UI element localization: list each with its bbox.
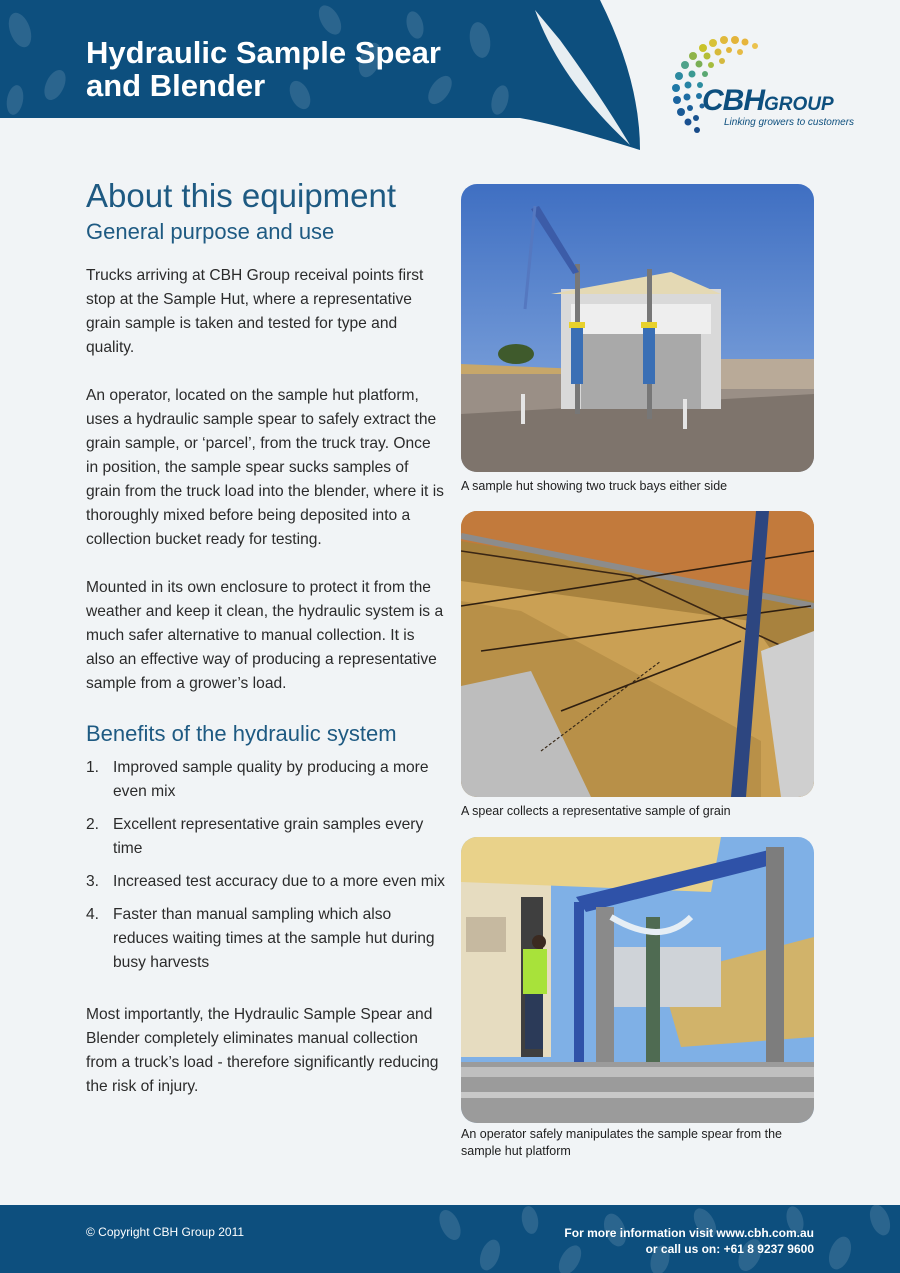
about-heading: About this equipment [86, 177, 397, 214]
benefit-text: Excellent representative grain samples every time [113, 816, 424, 857]
contact-info [564, 1225, 814, 1257]
benefit-number: 3. [86, 873, 100, 890]
title-line-1: Hydraulic Sample Spear [86, 35, 441, 70]
benefit-item [86, 870, 446, 894]
closing-paragraph: Most importantly, the Hydraulic Sample Spear and Blender completely eliminates manual collection from a truck’s load - therefore significantly reducing the risk of injury. [86, 1006, 439, 1095]
logo-brand: CBH [702, 84, 764, 117]
about-paragraph-1: Trucks arriving at CBH Group receival points first stop at the Sample Hut, where a representative grain sample is taken and tested for type and quality. [86, 267, 424, 356]
photo-operator [461, 837, 814, 1123]
document-title [86, 36, 506, 102]
title-line-2: and Blender [86, 68, 266, 103]
about-paragraph-3: Mounted in its own enclosure to protect it from the weather and keep it clean, the hydraulic system is a much safer alternative to manual collection. It is also an effective way of producing a representative sample from a grower’s load. [86, 579, 444, 692]
copyright-text: © Copyright CBH Group 2011 [86, 1225, 245, 1239]
contact-phone: or call us on: +61 8 9237 9600 [645, 1242, 814, 1256]
benefit-text: Improved sample quality by producing a more even mix [113, 759, 429, 800]
benefit-item [86, 756, 446, 804]
benefit-item [86, 813, 446, 861]
photo-sample-hut [461, 184, 814, 472]
about-paragraph-2: An operator, located on the sample hut platform, uses a hydraulic sample spear to safely extract the grain sample, or ‘parcel’, from the truck tray. Once in position, the sample spear sucks samples of grain from the truck load into the blender, where it is thoroughly mixed before being deposited into a collection bucket ready for testing. [86, 387, 444, 548]
benefit-item [86, 903, 446, 975]
photo-caption-1: A sample hut showing two truck bays either side [461, 479, 728, 493]
logo-wordmark [702, 84, 834, 118]
photo-grain-spear [461, 511, 814, 797]
benefits-list [86, 756, 446, 975]
benefit-number: 1. [86, 759, 100, 776]
benefit-number: 4. [86, 906, 100, 923]
main-text-column [86, 176, 446, 1099]
about-subheading: General purpose and use [86, 219, 335, 244]
benefit-text: Increased test accuracy due to a more even mix [113, 873, 445, 890]
logo-group: GROUP [764, 94, 834, 115]
photo-caption-2: A spear collects a representative sample of grain [461, 804, 731, 818]
benefits-heading: Benefits of the hydraulic system [86, 721, 397, 746]
contact-website: For more information visit www.cbh.com.au [564, 1226, 814, 1240]
benefit-number: 2. [86, 816, 100, 833]
benefit-text: Faster than manual sampling which also reduces waiting times at the sample hut during busy harvests [113, 906, 435, 971]
logo-tagline: Linking growers to customers [724, 117, 855, 128]
photo-caption-3: An operator safely manipulates the sample spear from the sample hut platform [461, 1127, 783, 1158]
